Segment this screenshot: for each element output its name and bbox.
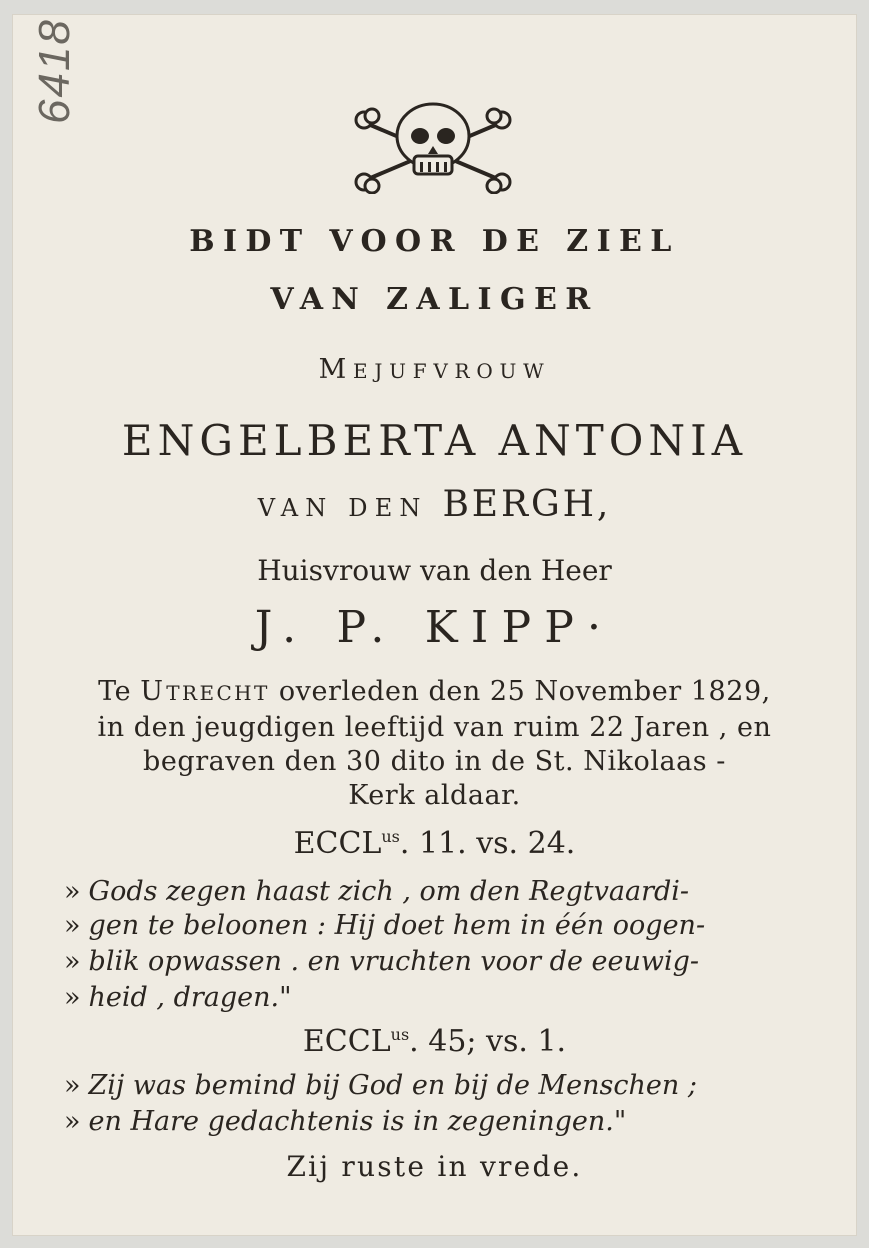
honorific-rest: EJUFVROUW xyxy=(352,359,551,383)
death-notice-line-4: Kerk aldaar. xyxy=(348,780,521,811)
memorial-card xyxy=(12,14,857,1236)
prayer-line-1: BIDT VOOR DE ZIEL xyxy=(189,224,680,259)
surname: BERGH, xyxy=(442,484,612,525)
verse1-line: » blik opwassen . en vruchten voor de eeuwig- xyxy=(64,946,700,977)
death-date: overleden den 25 November 1829, xyxy=(278,676,771,707)
death-notice-line-3: begraven den 30 dito in de St. Nikolaas - xyxy=(143,746,726,777)
verse1-line: » heid , dragen." xyxy=(64,982,292,1013)
given-names: ENGELBERTA ANTONIA xyxy=(121,416,748,465)
husband-name: J. P. KIPP· xyxy=(254,602,615,653)
archive-number: 6418 xyxy=(30,18,79,124)
city-rest: TRECHT xyxy=(166,681,270,705)
verse1-line: » gen te beloonen : Hij doet hem in één oogen- xyxy=(64,910,706,941)
death-notice-line-1 xyxy=(12,676,857,707)
surname-prefix: VAN DEN xyxy=(257,494,428,522)
death-notice-line-2: in den jeugdigen leeftijd van ruim 22 Jaren , en xyxy=(97,712,772,743)
skull-and-crossbones-icon xyxy=(348,94,518,194)
honorific-initial: M xyxy=(318,354,353,385)
verse2-line: » en Hare gedachtenis is in zegeningen." xyxy=(64,1106,627,1137)
city-initial: U xyxy=(140,676,167,707)
relation-line: Huisvrouw van den Heer xyxy=(257,554,612,587)
prayer-line-2: VAN ZALIGER xyxy=(270,282,599,317)
honorific xyxy=(12,354,857,385)
verse2-reference: $ECCL^{us}$. 45; vs. 1. xyxy=(302,1024,567,1059)
verse1-reference: $ECCL^{us}$. 11. vs. 24. xyxy=(293,826,576,861)
death-intro: Te xyxy=(98,676,132,707)
verse2-line: » Zij was bemind bij God en bij de Menschen ; xyxy=(64,1070,697,1101)
closing-line: Zij ruste in vrede. xyxy=(286,1150,583,1183)
surname-line xyxy=(12,484,857,525)
verse1-line: » Gods zegen haast zich , om den Regtvaardi- xyxy=(64,876,690,907)
